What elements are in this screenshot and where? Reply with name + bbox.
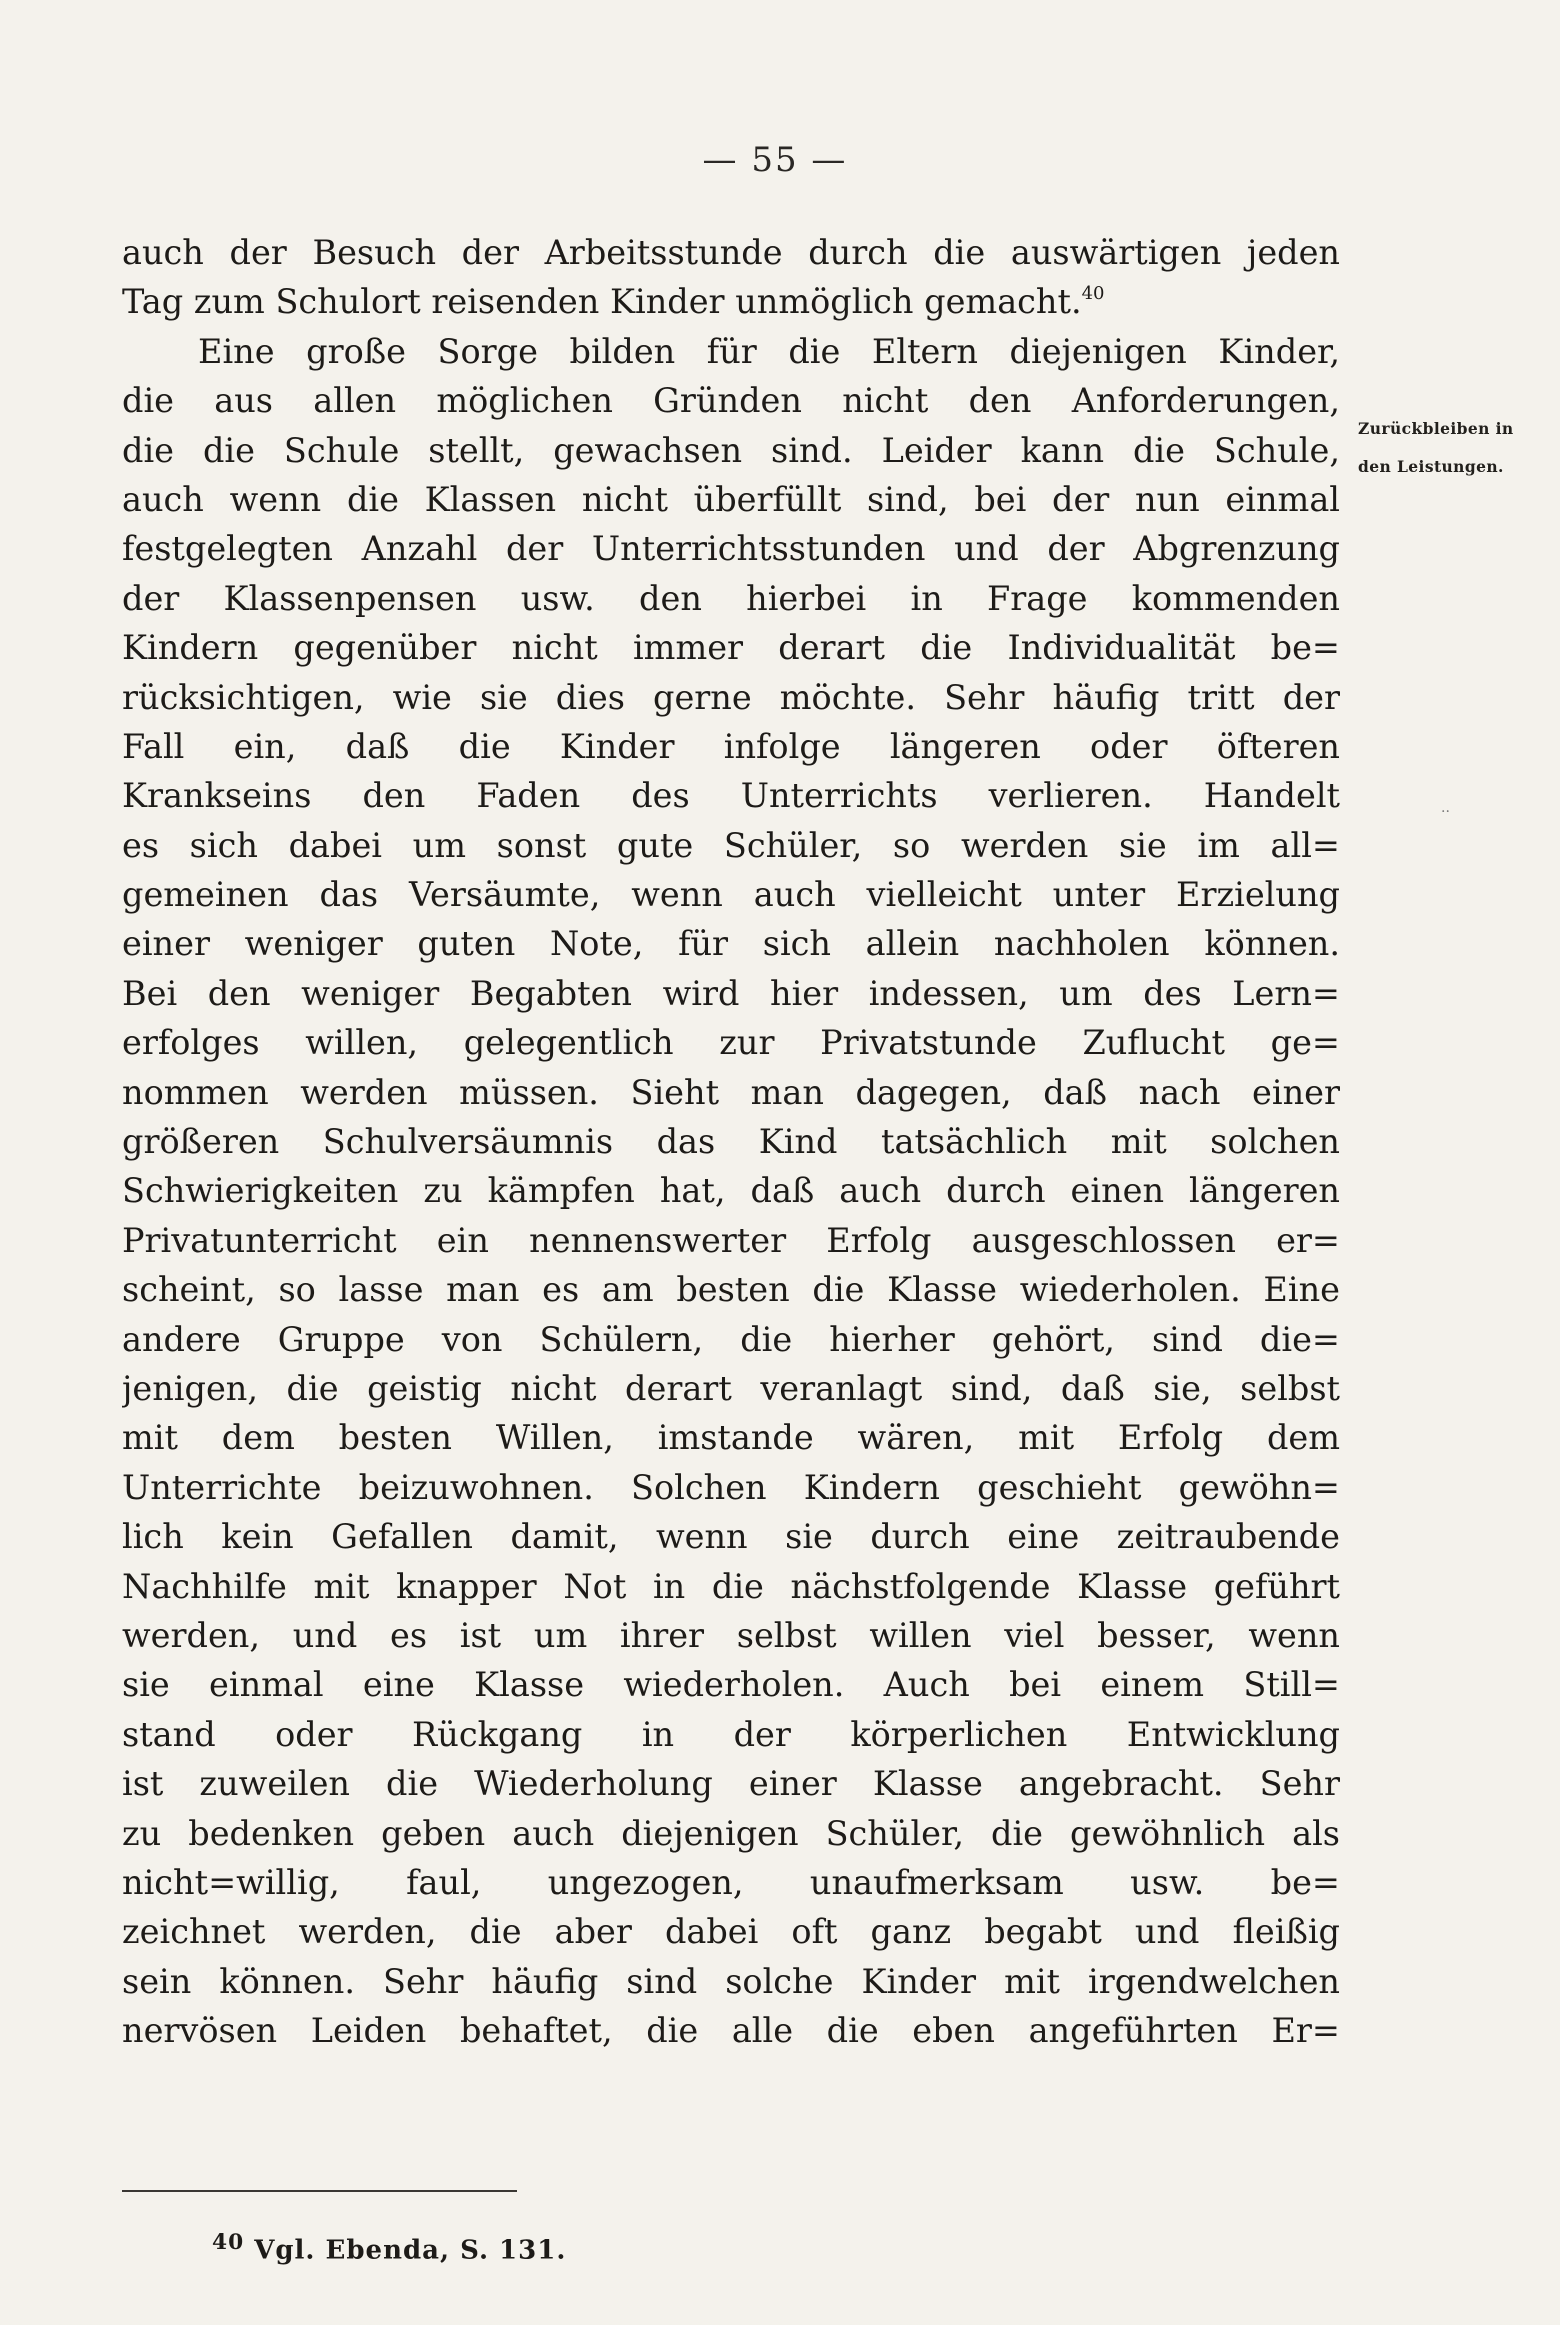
text-line: Privatunterricht ein nennenswerter Erfolg ausgeschlossen er= bbox=[122, 1220, 1340, 1260]
text-line: festgelegten Anzahl der Unterrichtsstunden und der Abgrenzung bbox=[122, 529, 1340, 569]
text-line: mit dem besten Willen, imstande wären, mit Erfolg dem bbox=[122, 1418, 1340, 1458]
text-line: jenigen, die geistig nicht derart veranlagt sind, daß sie, selbst bbox=[122, 1368, 1340, 1408]
footnote-marker: 40 bbox=[212, 2230, 245, 2255]
text-line: sie einmal eine Klasse wiederholen. Auch bei einem Still= bbox=[122, 1665, 1340, 1705]
footnote-divider bbox=[122, 2190, 517, 2192]
page-number: — 55 — bbox=[702, 140, 848, 180]
text-line: es sich dabei um sonst gute Schüler, so werden sie im all= bbox=[122, 825, 1340, 865]
text-line: Fall ein, daß die Kinder infolge längeren oder öfteren bbox=[122, 726, 1340, 766]
text-line: Kindern gegenüber nicht immer derart die Individualität be= bbox=[122, 628, 1340, 668]
margin-note-line: den Leistungen. bbox=[1358, 457, 1504, 476]
text-line: werden, und es ist um ihrer selbst willen viel besser, wenn bbox=[122, 1615, 1340, 1655]
text-line: die die Schule stellt, gewachsen sind. Leider kann die Schule, bbox=[122, 430, 1340, 470]
text-line: auch der Besuch der Arbeitsstunde durch die auswärtigen jeden bbox=[122, 233, 1340, 272]
text-line: die aus allen möglichen Gründen nicht den Anforderungen, bbox=[122, 381, 1340, 421]
text-line: Krankseins den Faden des Unterrichts verlieren. Handelt bbox=[122, 776, 1340, 816]
text-line: Tag zum Schulort reisenden Kinder unmöglich gemacht.$^{40}$ bbox=[122, 282, 1105, 322]
text-line: Schwierigkeiten zu kämpfen hat, daß auch durch einen längeren bbox=[122, 1171, 1340, 1211]
text-line: scheint, so lasse man es am besten die Klasse wiederholen. Eine bbox=[122, 1270, 1340, 1310]
text-line: größeren Schulversäumnis das Kind tatsächlich mit solchen bbox=[122, 1122, 1340, 1162]
text-line: nommen werden müssen. Sieht man dagegen, daß nach einer bbox=[122, 1072, 1340, 1112]
footnote-reference: 40 bbox=[1081, 283, 1105, 305]
text-line: ist zuweilen die Wiederholung einer Klasse angebracht. Sehr bbox=[122, 1764, 1340, 1804]
text-line: einer weniger guten Note, für sich allein nachholen können. bbox=[122, 924, 1340, 964]
body-text bbox=[122, 228, 1340, 2055]
footnote-text: Vgl. Ebenda, S. 131. bbox=[254, 2235, 567, 2266]
text-line: rücksichtigen, wie sie dies gerne möchte. Sehr häufig tritt der bbox=[122, 677, 1340, 717]
text-line: lich kein Gefallen damit, wenn sie durch eine zeitraubende bbox=[122, 1517, 1340, 1557]
text-line: Unterrichte beizuwohnen. Solchen Kindern geschieht gewöhn= bbox=[122, 1467, 1340, 1507]
text-line: andere Gruppe von Schülern, die hierher gehört, sind die= bbox=[122, 1319, 1340, 1359]
paragraph-start-line: Eine große Sorge bilden für die Eltern diejenigen Kinder, bbox=[198, 331, 1340, 371]
text-line: Bei den weniger Begabten wird hier indessen, um des Lern= bbox=[122, 973, 1340, 1013]
margin-note bbox=[1358, 410, 1548, 486]
text-line: zeichnet werden, die aber dabei oft ganz begabt und fleißig bbox=[122, 1912, 1340, 1952]
text-line: erfolges willen, gelegentlich zur Privatstunde Zuflucht ge= bbox=[122, 1023, 1340, 1063]
text-line: nervösen Leiden behaftet, die alle die eben angeführten Er= bbox=[122, 2011, 1340, 2051]
text-line: sein können. Sehr häufig sind solche Kinder mit irgendwelchen bbox=[122, 1961, 1340, 2001]
text-line: gemeinen das Versäumte, wenn auch vielleicht unter Erzielung bbox=[122, 875, 1340, 915]
text-line: zu bedenken geben auch diejenigen Schüler, die gewöhnlich als bbox=[122, 1813, 1340, 1853]
text-line: nicht=willig, faul, ungezogen, unaufmerksam usw. be= bbox=[122, 1862, 1340, 1902]
margin-note-line: Zurückbleiben in bbox=[1358, 419, 1514, 438]
footnote bbox=[212, 2230, 566, 2266]
text-line: Nachhilfe mit knapper Not in die nächstfolgende Klasse geführt bbox=[122, 1566, 1340, 1606]
text-line: auch wenn die Klassen nicht überfüllt sind, bei der nun einmal bbox=[122, 479, 1340, 519]
stray-mark: .. bbox=[1441, 800, 1450, 816]
text-line: stand oder Rückgang in der körperlichen Entwicklung bbox=[122, 1714, 1340, 1754]
text-line: der Klassenpensen usw. den hierbei in Frage kommenden bbox=[122, 578, 1340, 618]
